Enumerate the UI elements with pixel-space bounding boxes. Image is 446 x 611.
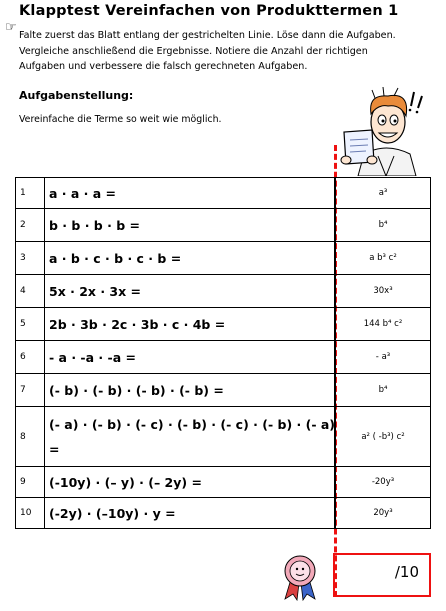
- task-answer: -20y³: [336, 467, 431, 498]
- pointing-hand-icon: ☞: [5, 20, 17, 35]
- task-number: 7: [16, 374, 45, 407]
- task-term-line: =: [49, 441, 60, 457]
- task-term: a · b · c · b · c · b =: [45, 242, 335, 275]
- score-label: /10: [394, 563, 419, 581]
- task-instruction: Vereinfache die Terme so weit wie möglich.: [19, 114, 222, 125]
- task-number: 6: [16, 341, 45, 374]
- task-number: 4: [16, 275, 45, 308]
- task-table: [15, 177, 431, 529]
- score-box: [333, 553, 431, 597]
- task-number: 1: [16, 178, 45, 209]
- cartoon-man-with-paper-illustration: [338, 84, 434, 176]
- table-row: [16, 498, 431, 529]
- task-answer: 20y³: [336, 498, 431, 529]
- task-number: 3: [16, 242, 45, 275]
- task-term: (-10y) · (– y) · (– 2y) =: [45, 467, 335, 498]
- table-row: [16, 178, 431, 209]
- task-term: 5x · 2x · 3x =: [45, 275, 335, 308]
- award-rosette-icon: [277, 553, 323, 601]
- intro-text: [19, 28, 439, 75]
- intro-line: Falte zuerst das Blatt entlang der gestrichelten Linie. Löse dann die Aufgaben.: [19, 30, 396, 41]
- task-answer: 30x³: [336, 275, 431, 308]
- task-term: (-2y) · (–10y) · y =: [45, 498, 335, 529]
- task-answer: a³: [336, 178, 431, 209]
- task-term: [45, 407, 335, 467]
- task-term: (- b) · (- b) · (- b) · (- b) =: [45, 374, 335, 407]
- task-number: 10: [16, 498, 45, 529]
- task-number: 9: [16, 467, 45, 498]
- worksheet-title: Klapptest Vereinfachen von Produkttermen 1: [19, 3, 399, 19]
- table-row: [16, 341, 431, 374]
- table-row: [16, 209, 431, 242]
- task-number: 2: [16, 209, 45, 242]
- task-answer: a b³ c²: [336, 242, 431, 275]
- task-answer: a² ( -b³) c²: [336, 407, 431, 467]
- table-row: [16, 374, 431, 407]
- table-row: [16, 308, 431, 341]
- task-term: a · a · a =: [45, 178, 335, 209]
- task-term-line: (- a) · (- b) · (- c) · (- b) · (- c) · (- b) · (- a): [49, 416, 336, 432]
- task-term: b · b · b · b =: [45, 209, 335, 242]
- table-row: [16, 467, 431, 498]
- task-number: 5: [16, 308, 45, 341]
- task-number: 8: [16, 407, 45, 467]
- task-answer: 144 b⁴ c²: [336, 308, 431, 341]
- intro-line: Vergleiche anschließend die Ergebnisse. Notiere die Anzahl der richtigen: [19, 45, 368, 57]
- task-heading: Aufgabenstellung:: [19, 89, 134, 102]
- task-answer: b⁴: [336, 209, 431, 242]
- task-term: - a · -a · -a =: [45, 341, 335, 374]
- task-term: 2b · 3b · 2c · 3b · c · 4b =: [45, 308, 335, 341]
- intro-line: Aufgaben und verbessere die falsch gerechneten Aufgaben.: [19, 61, 308, 72]
- task-answer: - a³: [336, 341, 431, 374]
- table-row: [16, 275, 431, 308]
- task-answer: b⁴: [336, 374, 431, 407]
- table-row: [16, 407, 431, 467]
- table-row: [16, 242, 431, 275]
